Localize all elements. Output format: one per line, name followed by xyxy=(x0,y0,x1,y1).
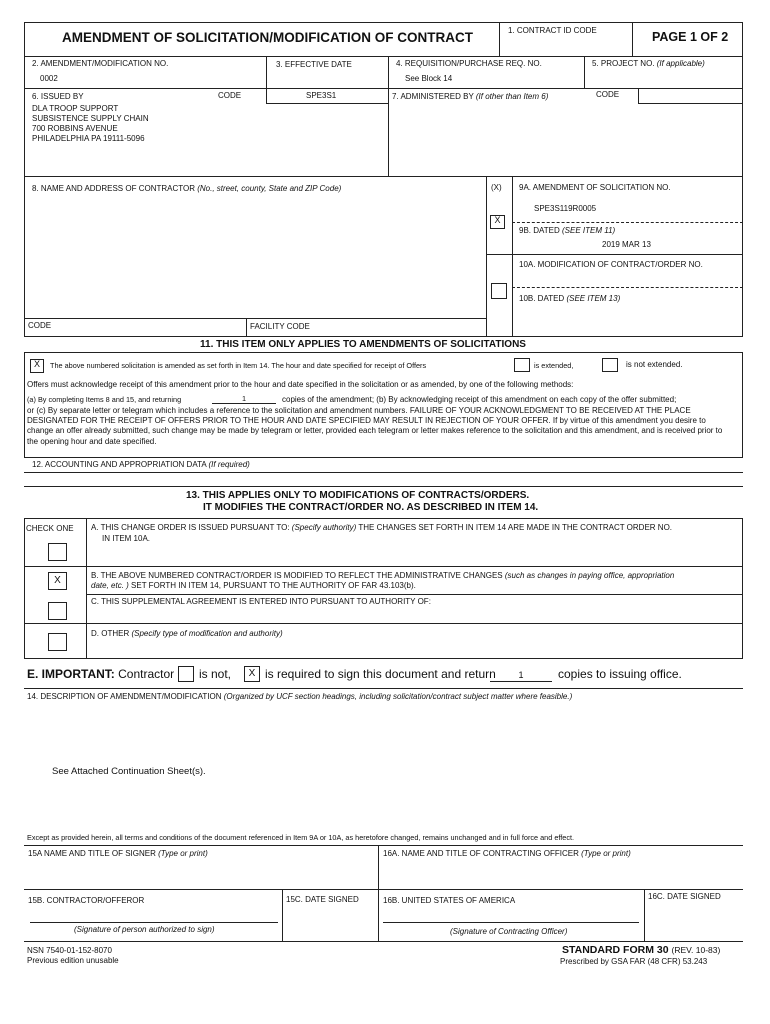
officer-16a-label: 16A. NAME AND TITLE OF CONTRACTING OFFICER (Type or print) xyxy=(383,849,631,858)
req-no-value: See Block 14 xyxy=(405,74,453,83)
issuer-code-label: CODE xyxy=(218,91,242,100)
sig-person-caption: (Signature of person authorized to sign) xyxy=(74,925,215,934)
important-line: E. IMPORTANT: Contractor xyxy=(27,667,175,681)
dated-9b-value: 2019 MAR 13 xyxy=(602,240,651,249)
sig-officer-caption: (Signature of Contracting Officer) xyxy=(450,927,568,936)
item13-d-text: D. OTHER (Specify type of modification and authority) xyxy=(91,629,283,638)
item13-a-text: A. THIS CHANGE ORDER IS ISSUED PURSUANT TO: (Specify authority) THE CHANGES SET FORTH IN ITEM 14 ARE MADE IN THE CONTRACT ORDER NO. xyxy=(91,523,673,532)
issuer-line-1: DLA TROOP SUPPORT xyxy=(32,104,119,113)
issuer-line-4: PHILADELPHIA PA 19111-5096 xyxy=(32,134,145,143)
item13-b-text: B. THE ABOVE NUMBERED CONTRACT/ORDER IS MODIFIED TO REFLECT THE ADMINISTRATIVE CHANGES (such as changes in paying office, appropriation xyxy=(91,571,675,580)
usa-16b-label: 16B. UNITED STATES OF AMERICA xyxy=(383,896,516,905)
checkbox-is-not-extended[interactable] xyxy=(602,358,618,372)
item11-heading: 11. THIS ITEM ONLY APPLIES TO AMENDMENTS OF SOLICITATIONS xyxy=(200,339,526,350)
amend-no-label: 2. AMENDMENT/MODIFICATION NO. xyxy=(32,59,169,68)
item11-line1: The above numbered solicitation is amended as set forth in Item 14. The hour and date specified for receipt of Offers xyxy=(50,361,427,370)
facility-code-label: FACILITY CODE xyxy=(250,322,310,331)
admin-code-field[interactable] xyxy=(638,88,743,104)
checkbox-13c[interactable] xyxy=(48,602,67,620)
prescribed-by: Prescribed by GSA FAR (48 CFR) 53.243 xyxy=(560,957,708,966)
except-text: Except as provided herein, all terms and conditions of the document referenced in Item 9A or 10A, as heretofore changed, remains unchanged and in full force and effect. xyxy=(27,833,575,842)
item14-label: 14. DESCRIPTION OF AMENDMENT/MODIFICATION (Organized by UCF section headings, including solicitation/contract subject matter where feasible.) xyxy=(27,692,573,701)
dated-9b-label: 9B. DATED (SEE ITEM 11) xyxy=(519,226,616,235)
item11-line3a: (a) By completing Items 8 and 15, and returning xyxy=(27,395,182,404)
date-15c-label: 15C. DATE SIGNED xyxy=(286,895,359,904)
issuer-line-3: 700 ROBBINS AVENUE xyxy=(32,124,118,133)
is-required-label: is required to sign this document and return xyxy=(265,667,496,681)
contractor-15b-label: 15B. CONTRACTOR/OFFEROR xyxy=(28,896,145,905)
item13-c-text: C. THIS SUPPLEMENTAL AGREEMENT IS ENTERED INTO PURSUANT TO AUTHORITY OF: xyxy=(91,597,431,606)
copies-to-label: copies to issuing office. xyxy=(558,667,682,681)
item14-body: See Attached Continuation Sheet(s). xyxy=(52,766,206,777)
previous-edition: Previous edition unusable xyxy=(27,956,119,965)
item11-line3b: copies of the amendment; (b) By acknowledging receipt of this amendment on each copy of the offer submitted; xyxy=(282,395,677,404)
signer-15a-label: 15A NAME AND TITLE OF SIGNER (Type or print) xyxy=(28,849,208,858)
issuer-code-value: SPE3S1 xyxy=(306,91,337,100)
amend-sol-label: 9A. AMENDMENT OF SOLICITATION NO. xyxy=(519,183,671,192)
checkbox-is-extended[interactable] xyxy=(514,358,530,372)
is-not-label: is not, xyxy=(199,667,232,681)
item11-line2: Offers must acknowledge receipt of this amendment prior to the hour and date specified in the solicitation or as amended, by one of the following methods: xyxy=(27,380,574,389)
effective-date-label: 3. EFFECTIVE DATE xyxy=(276,60,352,69)
date-16c-label: 16C. DATE SIGNED xyxy=(648,892,721,901)
item11-paragraph: or (c) By separate letter or telegram which includes a reference to the solicitation and amendment numbers. FAILURE OF YOUR ACKNOWLEDGMENT TO BE RECEIVED AT THE PLACE DESIGNATED FOR THE RECEIPT OF OFFERS PRIOR TO THE HOUR AND DATE SPECIFIED MAY RESULT IN REJECTION OF YOUR OFFER. If by virtue of this amendment you desire to change an offer already submitted, such change may be made by telegram or letter, provided each telegram or letter makes reference to the solicitation and this amendment, and is received prior to the opening hour and date specified. xyxy=(27,406,723,446)
issuer-line-2: SUBSISTENCE SUPPLY CHAIN xyxy=(32,114,149,123)
amend-sol-value: SPE3S119R0005 xyxy=(534,204,597,213)
item11-copies-value: 1 xyxy=(212,394,276,404)
checkbox-is-not[interactable] xyxy=(178,666,194,682)
checkbox-13a[interactable] xyxy=(48,543,67,561)
item12-label: 12. ACCOUNTING AND APPROPRIATION DATA (If required) xyxy=(32,460,250,469)
amend-no-value: 0002 xyxy=(40,74,58,83)
form-title: AMENDMENT OF SOLICITATION/MODIFICATION OF CONTRACT xyxy=(62,30,473,45)
item13-heading2: IT MODIFIES THE CONTRACT/ORDER NO. AS DESCRIBED IN ITEM 14. xyxy=(203,502,539,513)
nsn-number: NSN 7540-01-152-8070 xyxy=(27,946,112,955)
issued-by-label: 6. ISSUED BY xyxy=(32,92,84,101)
page-indicator: PAGE 1 OF 2 xyxy=(652,30,729,44)
contractor-label: 8. NAME AND ADDRESS OF CONTRACTOR (No., street, county, State and ZIP Code) xyxy=(32,184,342,193)
req-no-label: 4. REQUISITION/PURCHASE REQ. NO. xyxy=(396,59,542,68)
checkbox-10a[interactable] xyxy=(491,283,507,299)
x-column-header: (X) xyxy=(491,183,502,192)
is-extended-label: is extended, xyxy=(534,361,574,370)
mod-10a-label: 10A. MODIFICATION OF CONTRACT/ORDER NO. xyxy=(519,260,703,269)
item13-a-line2: IN ITEM 10A. xyxy=(102,534,151,543)
checkbox-13d[interactable] xyxy=(48,633,67,651)
checkbox-is-required[interactable]: X xyxy=(244,666,260,682)
admin-code-label: CODE xyxy=(596,90,620,99)
item13-b-line2: date, etc. ) SET FORTH IN ITEM 14, PURSUANT TO THE AUTHORITY OF FAR 43.103(b). xyxy=(91,581,416,590)
important-copies-value: 1 xyxy=(490,670,552,682)
contract-id-label: 1. CONTRACT ID CODE xyxy=(508,26,597,35)
administered-by-label: 7. ADMINISTERED BY (If other than Item 6) xyxy=(392,92,549,101)
item13-heading1: 13. THIS APPLIES ONLY TO MODIFICATIONS OF CONTRACTS/ORDERS. xyxy=(186,490,530,501)
checkbox-13b[interactable]: X xyxy=(48,572,67,590)
is-not-extended-label: is not extended. xyxy=(626,360,683,369)
check-one-label: CHECK ONE xyxy=(26,524,74,533)
contractor-code-label: CODE xyxy=(28,321,52,330)
checkbox-item11[interactable]: X xyxy=(30,359,44,373)
project-no-label: 5. PROJECT NO. (If applicable) xyxy=(592,59,705,68)
checkbox-9a[interactable]: X xyxy=(490,215,505,229)
standard-form-label: STANDARD FORM 30 (REV. 10-83) xyxy=(562,944,721,956)
dated-10b-label: 10B. DATED (SEE ITEM 13) xyxy=(519,294,621,303)
